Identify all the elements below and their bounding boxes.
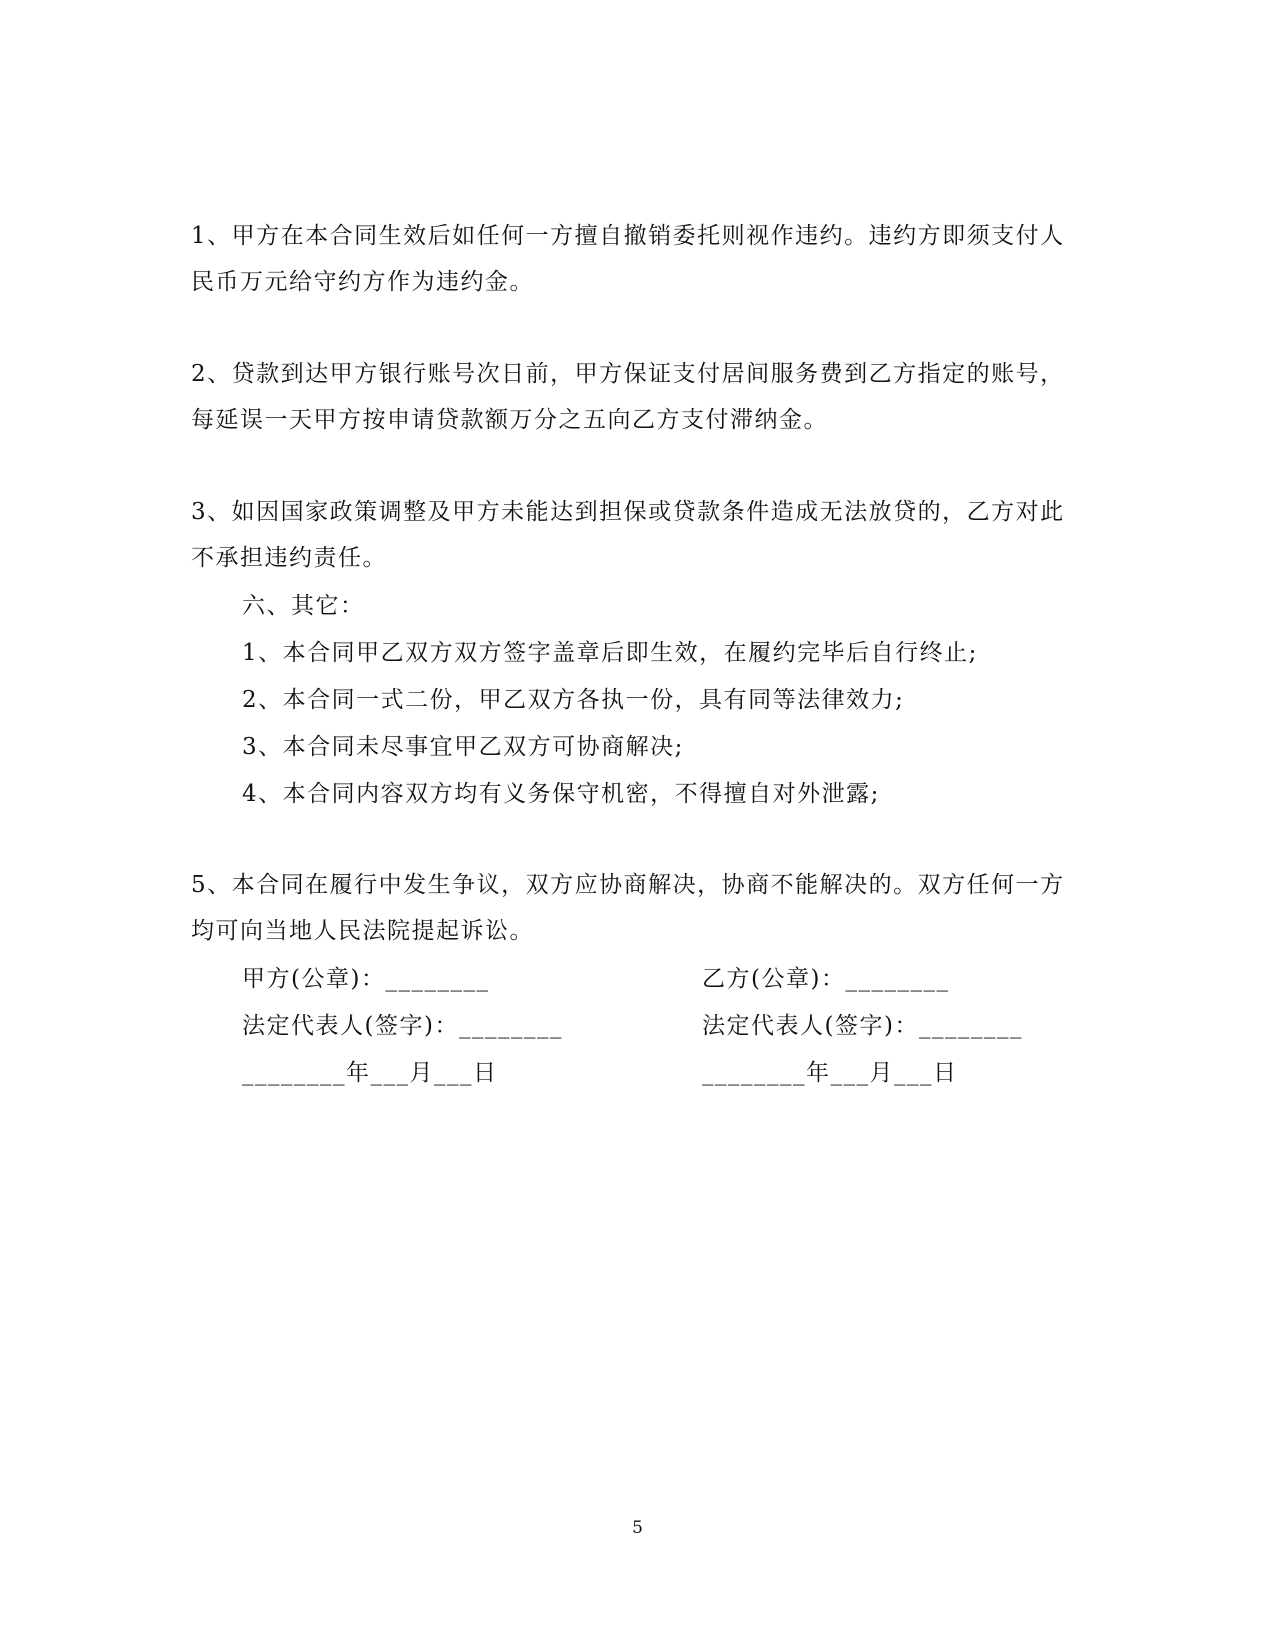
party-b-date: ________年___月___日 (702, 1060, 958, 1086)
other-item-2: 2、本合同一式二份，甲乙双方各执一份，具有同等法律效力; (242, 687, 905, 713)
other-item-1: 1、本合同甲乙双方双方签字盖章后即生效，在履约完毕后自行终止; (242, 640, 978, 666)
other-item-4: 4、本合同内容双方均有义务保守机密，不得擅自对外泄露; (242, 781, 880, 807)
party-a-date: ________年___月___日 (242, 1060, 498, 1086)
clause-3: 3、如因国家政策调整及甲方未能达到担保或贷款条件造成无法放贷的，乙方对此不承担违约责任。 (191, 499, 1065, 571)
party-b-representative: 法定代表人(签字)：________ (702, 1013, 1023, 1039)
party-b-seal: 乙方(公章)：________ (702, 966, 950, 992)
page-number: 5 (632, 1518, 643, 1538)
party-a-seal: 甲方(公章)：________ (242, 966, 490, 992)
clause-2: 2、贷款到达甲方银行账号次日前，甲方保证支付居间服务费到乙方指定的账号，每延误一天甲方按申请贷款额万分之五向乙方支付滞纳金。 (191, 361, 1065, 433)
other-item-5: 5、本合同在履行中发生争议，双方应协商解决，协商不能解决的。双方任何一方均可向当地人民法院提起诉讼。 (191, 872, 1065, 944)
section-heading-other: 六、其它： (242, 593, 365, 619)
party-a-representative: 法定代表人(签字)：________ (242, 1013, 563, 1039)
clause-1: 1、甲方在本合同生效后如任何一方擅自撤销委托则视作违约。违约方即须支付人民币万元给守约方作为违约金。 (191, 223, 1065, 295)
other-item-3: 3、本合同未尽事宜甲乙双方可协商解决; (242, 734, 684, 760)
